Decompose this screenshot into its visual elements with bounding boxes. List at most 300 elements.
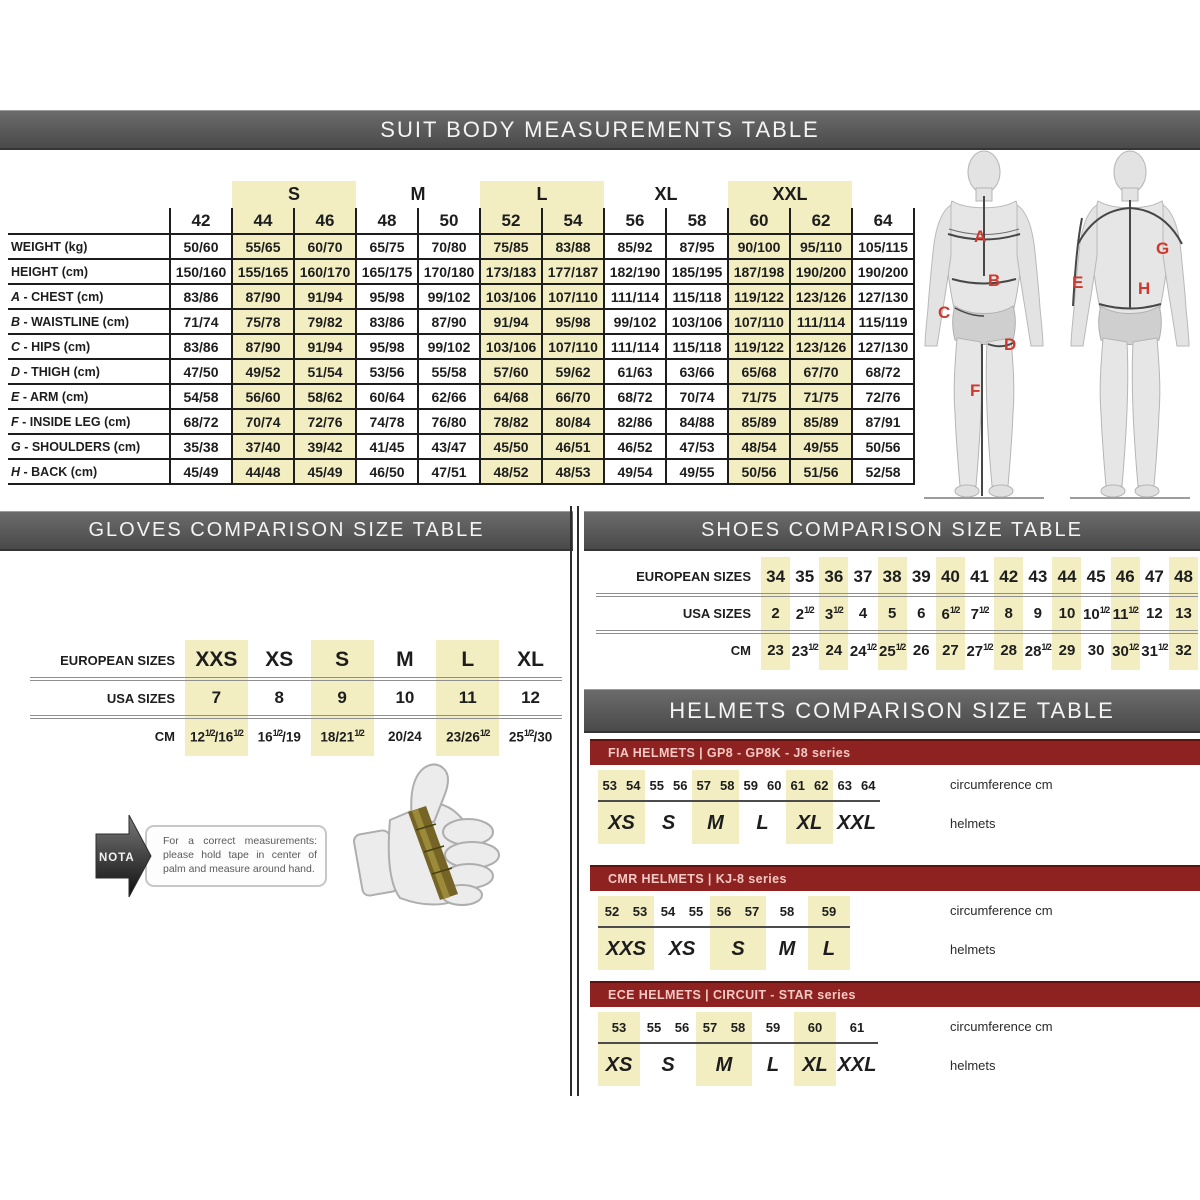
helmet-size-label: XS [605, 1053, 633, 1076]
helmet-num: 59 [765, 1019, 781, 1035]
suit-value-cell: 115/118 [666, 334, 728, 359]
suit-value-cell: 85/89 [790, 409, 852, 434]
shoes-cell: 48 [1174, 566, 1193, 586]
figure-label-E: E [1072, 273, 1084, 292]
suit-size-cell: 64 [852, 208, 914, 234]
helmet-group-XL [786, 770, 833, 844]
shoes-cell: 43 [1028, 566, 1048, 586]
helmet-nums [696, 1012, 752, 1044]
suit-value-cell: 70/74 [232, 409, 294, 434]
shoes-rows [596, 560, 1198, 667]
helmet-size-label: S [661, 811, 676, 834]
suit-size-cell: 52 [480, 208, 542, 234]
helmet-size-label: XXL [837, 1053, 877, 1076]
helmet-nums [598, 1012, 640, 1044]
suit-value-cell: 85/89 [728, 409, 790, 434]
suit-row [8, 459, 914, 484]
suit-value-cell: 43/47 [418, 434, 480, 459]
shoes-cell: 27 [942, 642, 959, 659]
suit-value-cell: 68/72 [170, 409, 232, 434]
suit-value-cell: 99/102 [418, 284, 480, 309]
suit-value-cell: 190/200 [852, 259, 914, 284]
shoes-cell: 29 [1058, 642, 1076, 659]
shoes-cell: $2^{1/2}$ [795, 604, 814, 623]
helmet-block-title: FIA HELMETS | GP8 - GP8K - J8 series [608, 746, 851, 760]
helmet-size-label: XL [796, 811, 823, 834]
suit-size-cell: 58 [666, 208, 728, 234]
suit-value-cell: 51/56 [790, 459, 852, 484]
suit-value-cell: 155/165 [232, 259, 294, 284]
suit-value-cell: 99/102 [604, 309, 666, 334]
figure-back [1070, 151, 1190, 498]
gloves-cell: XS [265, 648, 294, 671]
helmet-group-XS [654, 896, 710, 970]
helmet-caption-helmets: helmets [950, 816, 996, 831]
suit-value-cell: 115/118 [666, 284, 728, 309]
helmet-caption-circumference: circumference cm [950, 1019, 1053, 1034]
gloves-cell: 7 [211, 688, 222, 707]
helmet-num: 61 [849, 1019, 865, 1035]
suit-value-cell: 91/94 [294, 284, 356, 309]
suit-value-cell: 51/54 [294, 359, 356, 384]
suit-value-cell: 62/66 [418, 384, 480, 409]
suit-row-label: E - ARM (cm) [8, 384, 170, 409]
suit-value-cell: 50/60 [170, 234, 232, 259]
suit-value-cell: 56/60 [232, 384, 294, 409]
figure-label-H: H [1138, 279, 1151, 298]
suit-value-cell: 99/102 [418, 334, 480, 359]
suit-value-cell: 150/160 [170, 259, 232, 284]
suit-row-label: HEIGHT (cm) [8, 259, 170, 284]
suit-value-cell: 83/86 [356, 309, 418, 334]
suit-value-cell: 48/53 [542, 459, 604, 484]
gloves-cell: 8 [274, 688, 284, 707]
helmet-block-title: CMR HELMETS | KJ-8 series [608, 872, 787, 886]
shoes-cell: 45 [1086, 566, 1106, 586]
suit-value-cell: 45/49 [170, 459, 232, 484]
suit-row [8, 434, 914, 459]
helmet-size-label: L [822, 937, 836, 960]
gloves-row-2 [30, 719, 562, 753]
helmet-groups [598, 1012, 1198, 1086]
figure-label-G: G [1156, 239, 1170, 258]
suit-value-cell: 55/58 [418, 359, 480, 384]
suit-value-cell: 177/187 [542, 259, 604, 284]
helmet-group-XXL [833, 770, 880, 844]
helmet-groups [598, 770, 1198, 844]
helmet-num: 53 [602, 777, 617, 793]
suit-value-cell: 37/40 [232, 434, 294, 459]
suit-value-cell: 48/52 [480, 459, 542, 484]
shoes-cell: $11^{1/2}$ [1112, 604, 1138, 623]
helmet-group-XS [598, 1012, 640, 1086]
gloves-cell: $16^{1/2}/19$ [257, 727, 301, 745]
suit-value-cell: 95/110 [790, 234, 852, 259]
shoes-cell: $3^{1/2}$ [824, 604, 843, 623]
suit-size-cell: 56 [604, 208, 666, 234]
suit-value-cell: 49/55 [666, 459, 728, 484]
helmet-num: 60 [807, 1019, 823, 1035]
suit-value-cell: 76/80 [418, 409, 480, 434]
suit-value-cell: 82/86 [604, 409, 666, 434]
suit-value-cell: 57/60 [480, 359, 542, 384]
suit-value-cell: 39/42 [294, 434, 356, 459]
shoes-cell: 13 [1175, 605, 1192, 622]
suit-value-cell: 49/52 [232, 359, 294, 384]
suit-value-cell: 55/65 [232, 234, 294, 259]
shoes-cell: 35 [795, 566, 815, 586]
helmet-caption-helmets: helmets [950, 942, 996, 957]
suit-value-cell: 111/114 [604, 334, 666, 359]
shoes-cell: $27^{1/2}$ [966, 641, 993, 660]
suit-value-cell: 67/70 [790, 359, 852, 384]
suit-size-cell: 48 [356, 208, 418, 234]
suit-value-cell: 47/50 [170, 359, 232, 384]
gloves-cell: $23/26^{1/2}$ [446, 727, 490, 745]
suit-row [8, 334, 914, 359]
suit-value-cell: 95/98 [356, 334, 418, 359]
shoes-cell: 23 [767, 642, 784, 659]
helmet-num: 54 [626, 777, 641, 793]
suit-size-group-XL: XL [654, 184, 678, 204]
helmet-group-S [710, 896, 766, 970]
suit-value-cell: 75/85 [480, 234, 542, 259]
suit-value-cell: 54/58 [170, 384, 232, 409]
suit-group-spacer [8, 181, 232, 208]
helmet-size-label: XL [802, 1053, 828, 1076]
suit-value-cell: 91/94 [294, 334, 356, 359]
suit-value-cell: 119/122 [728, 334, 790, 359]
suit-value-cell: 59/62 [542, 359, 604, 384]
suit-value-cell: 95/98 [356, 284, 418, 309]
helmet-groups [598, 896, 1198, 970]
suit-value-cell: 115/119 [852, 309, 914, 334]
suit-value-cell: 83/86 [170, 334, 232, 359]
shoes-row-0 [596, 560, 1198, 597]
shoes-row-label: CM [730, 643, 751, 658]
suit-value-cell: 70/80 [418, 234, 480, 259]
suit-value-cell: 71/74 [170, 309, 232, 334]
helmet-size-label: S [731, 937, 745, 960]
helmet-group-XXL [836, 1012, 878, 1086]
suit-size-group-L: L [480, 181, 604, 208]
suit-row-label: A - CHEST (cm) [8, 284, 170, 309]
suit-value-cell: 46/51 [542, 434, 604, 459]
shoes-cell: 41 [970, 566, 990, 586]
shoes-cell: 39 [911, 566, 931, 586]
body-figures-illustration [912, 146, 1200, 504]
shoes-row-label: EUROPEAN SIZES [636, 569, 751, 584]
shoes-cell: $7^{1/2}$ [970, 604, 989, 623]
suit-value-cell: 87/95 [666, 234, 728, 259]
helmet-num: 57 [744, 903, 760, 919]
shoes-cell: 28 [1000, 642, 1018, 659]
shoes-cell: 8 [1004, 605, 1013, 622]
helmet-table-2 [598, 1012, 1198, 1088]
suit-value-cell: 107/110 [542, 284, 604, 309]
helmet-nums [598, 896, 654, 928]
suit-value-cell: 173/183 [480, 259, 542, 284]
suit-row-label: F - INSIDE LEG (cm) [8, 409, 170, 434]
suit-size-cell: 46 [294, 208, 356, 234]
gloves-rows [30, 643, 562, 753]
shoes-cell: $28^{1/2}$ [1024, 641, 1051, 660]
gloves-cell: S [335, 648, 350, 671]
suit-value-cell: 60/70 [294, 234, 356, 259]
shoes-cell: $25^{1/2}$ [879, 641, 906, 660]
helmet-nums [640, 1012, 696, 1044]
helmet-red-bar-0 [590, 739, 1200, 765]
suit-size-group-XXL: XXL [728, 181, 852, 208]
shoes-cell: 46 [1115, 566, 1135, 586]
helmet-nums [710, 896, 766, 928]
suit-row-label: H - BACK (cm) [8, 459, 170, 484]
shoes-comparison-table [596, 560, 1198, 667]
suit-value-cell: 49/54 [604, 459, 666, 484]
gloves-section-title: GLOVES COMPARISON SIZE TABLE [88, 519, 485, 541]
helmet-size-label: M [715, 1053, 733, 1076]
helmet-nums [786, 770, 833, 802]
gloves-cell: 12 [521, 688, 541, 707]
shoes-section-title: SHOES COMPARISON SIZE TABLE [701, 519, 1083, 541]
gloves-row-label: EUROPEAN SIZES [60, 652, 175, 668]
suit-value-cell: 64/68 [480, 384, 542, 409]
suit-value-cell: 84/88 [666, 409, 728, 434]
helmet-group-M [696, 1012, 752, 1086]
gloves-cell: XXS [195, 648, 238, 671]
suit-value-cell: 52/58 [852, 459, 914, 484]
helmet-size-label: L [756, 811, 769, 834]
suit-row [8, 309, 914, 334]
suit-table [8, 181, 915, 485]
shoes-cell: 32 [1175, 642, 1192, 659]
suit-value-cell: 87/90 [232, 284, 294, 309]
suit-row [8, 359, 914, 384]
suit-value-cell: 119/122 [728, 284, 790, 309]
suit-group-row [8, 181, 914, 208]
gloves-row-label: USA SIZES [106, 690, 175, 706]
suit-size-cell: 60 [728, 208, 790, 234]
helmet-red-bar-2 [590, 981, 1200, 1007]
suit-value-cell: 50/56 [852, 434, 914, 459]
helmet-num: 58 [730, 1019, 746, 1035]
shoes-cell: 38 [882, 566, 902, 586]
gloves-cell: 9 [337, 688, 347, 707]
helmet-num: 64 [861, 777, 876, 793]
suit-measurements-table [8, 181, 915, 485]
helmet-nums [739, 770, 786, 802]
suit-row [8, 234, 914, 259]
gloves-row-0 [30, 643, 562, 681]
suit-value-cell: 65/68 [728, 359, 790, 384]
suit-value-cell: 45/49 [294, 459, 356, 484]
suit-row-label: B - WAISTLINE (cm) [8, 309, 170, 334]
suit-row [8, 284, 914, 309]
suit-value-cell: 75/78 [232, 309, 294, 334]
shoes-cell: 37 [853, 566, 873, 586]
shoes-cell: 40 [940, 566, 960, 586]
body-figures-svg [912, 146, 1200, 504]
gloves-cell: $25^{1/2}/30$ [508, 727, 553, 745]
gloves-cell: 11 [458, 688, 477, 707]
suit-value-cell: 127/130 [852, 334, 914, 359]
suit-value-cell: 49/55 [790, 434, 852, 459]
suit-value-cell: 80/84 [542, 409, 604, 434]
helmet-caption-circumference: circumference cm [950, 777, 1053, 792]
suit-value-cell: 70/74 [666, 384, 728, 409]
helmet-num: 53 [632, 903, 648, 919]
suit-value-cell: 74/78 [356, 409, 418, 434]
gloves-cell: 20/24 [388, 728, 422, 744]
suit-value-cell: 46/52 [604, 434, 666, 459]
suit-value-cell: 103/106 [480, 284, 542, 309]
suit-row-label: D - THIGH (cm) [8, 359, 170, 384]
suit-value-cell: 107/110 [542, 334, 604, 359]
suit-size-cell: 54 [542, 208, 604, 234]
suit-value-cell: 47/53 [666, 434, 728, 459]
helmet-nums [794, 1012, 836, 1044]
helmet-size-label: XS [608, 811, 635, 834]
helmet-nums [598, 770, 645, 802]
helmet-block-title: ECE HELMETS | CIRCUIT - STAR series [608, 988, 856, 1002]
suit-value-cell: 61/63 [604, 359, 666, 384]
shoes-cell: $24^{1/2}$ [849, 641, 877, 660]
suit-value-cell: 68/72 [604, 384, 666, 409]
suit-value-cell: 123/126 [790, 284, 852, 309]
figure-label-D: D [1004, 335, 1017, 354]
helmet-group-XXS [598, 896, 654, 970]
nota-arrow-icon [95, 811, 153, 901]
suit-value-cell: 46/50 [356, 459, 418, 484]
shoes-cell: 12 [1146, 605, 1163, 622]
suit-value-cell: 91/94 [480, 309, 542, 334]
helmet-table-1 [598, 896, 1198, 972]
suit-value-cell: 103/106 [480, 334, 542, 359]
shoes-cell: 2 [771, 605, 780, 622]
shoes-cell: 4 [858, 605, 868, 622]
shoes-row-label: USA SIZES [682, 606, 751, 621]
helmet-group-S [645, 770, 692, 844]
helmet-num: 58 [779, 903, 795, 919]
suit-value-cell: 48/54 [728, 434, 790, 459]
helmet-num: 59 [743, 777, 758, 793]
suit-size-cell: 50 [418, 208, 480, 234]
suit-value-cell: 79/82 [294, 309, 356, 334]
suit-value-cell: 35/38 [170, 434, 232, 459]
helmet-table-0 [598, 770, 1198, 846]
thumb-svg [352, 758, 507, 918]
suit-row-label: WEIGHT (kg) [8, 234, 170, 259]
helmet-caption-circumference: circumference cm [950, 903, 1053, 918]
suit-value-cell: 58/62 [294, 384, 356, 409]
helmet-group-S [640, 1012, 696, 1086]
shoes-cell: 26 [912, 642, 930, 659]
shoes-section-header [584, 511, 1200, 551]
shoes-cell: 10 [1058, 605, 1076, 622]
suit-value-cell: 107/110 [728, 309, 790, 334]
helmet-num: 56 [673, 777, 688, 793]
helmet-size-label: XS [668, 937, 696, 960]
helmet-num: 61 [790, 777, 805, 793]
helmets-section-header [584, 689, 1200, 733]
gloves-row-label: CM [154, 728, 175, 744]
suit-size-cell: 42 [170, 208, 232, 234]
helmet-size-label: S [661, 1053, 675, 1076]
suit-value-cell: 90/100 [728, 234, 790, 259]
helmet-nums [645, 770, 692, 802]
shoes-cell: 30 [1087, 642, 1105, 659]
shoes-cell: $6^{1/2}$ [941, 604, 960, 623]
suit-section-header [0, 110, 1200, 150]
gloves-cell: L [461, 648, 475, 671]
helmet-group-L [752, 1012, 794, 1086]
suit-size-row [8, 208, 914, 234]
gloves-cell: M [396, 648, 414, 671]
suit-value-cell: 190/200 [790, 259, 852, 284]
suit-value-cell: 123/126 [790, 334, 852, 359]
suit-row [8, 409, 914, 434]
gloves-cell: XL [517, 648, 544, 671]
shoes-cell: $10^{1/2}$ [1083, 604, 1110, 623]
suit-value-cell: 65/75 [356, 234, 418, 259]
helmet-nums [692, 770, 739, 802]
helmet-group-XS [598, 770, 645, 844]
helmet-red-bar-1 [590, 865, 1200, 891]
nota-label: NOTA [99, 852, 135, 864]
helmet-size-label: XXL [837, 811, 876, 834]
figure-label-F: F [970, 381, 981, 400]
gloves-cell: 10 [395, 688, 415, 707]
suit-value-cell: 44/48 [232, 459, 294, 484]
suit-row-label: G - SHOULDERS (cm) [8, 434, 170, 459]
shoes-cell: 5 [887, 605, 897, 622]
gloves-comparison-table [30, 643, 562, 753]
shoes-cell: 9 [1033, 605, 1042, 622]
figure-label-B: B [988, 271, 1001, 290]
suit-size-cell: 44 [232, 208, 294, 234]
helmets-section-title: HELMETS COMPARISON SIZE TABLE [669, 697, 1115, 723]
suit-value-cell: 187/198 [728, 259, 790, 284]
helmet-num: 57 [696, 777, 711, 793]
helmet-num: 55 [646, 1019, 662, 1035]
suit-value-cell: 41/45 [356, 434, 418, 459]
shoes-cell: 24 [825, 642, 843, 659]
helmet-group-L [808, 896, 850, 970]
suit-value-cell: 111/114 [604, 284, 666, 309]
helmet-num: 59 [821, 903, 837, 919]
suit-value-cell: 85/92 [604, 234, 666, 259]
gloves-row-1 [30, 681, 562, 719]
suit-value-cell: 45/50 [480, 434, 542, 459]
figure-front [924, 151, 1044, 498]
suit-row [8, 259, 914, 284]
helmet-group-M [766, 896, 808, 970]
suit-value-cell: 127/130 [852, 284, 914, 309]
helmet-num: 56 [674, 1019, 690, 1035]
suit-row [8, 384, 914, 409]
suit-value-cell: 71/75 [790, 384, 852, 409]
suit-value-cell: 111/114 [790, 309, 852, 334]
suit-value-cell: 71/75 [728, 384, 790, 409]
suit-value-cell: 72/76 [294, 409, 356, 434]
helmet-group-XL [794, 1012, 836, 1086]
helmet-num: 53 [611, 1019, 627, 1035]
suit-value-cell: 53/56 [356, 359, 418, 384]
figure-label-C: C [938, 303, 951, 322]
suit-section-title: SUIT BODY MEASUREMENTS TABLE [380, 116, 820, 142]
helmet-num: 55 [649, 777, 664, 793]
suit-value-cell: 47/51 [418, 459, 480, 484]
